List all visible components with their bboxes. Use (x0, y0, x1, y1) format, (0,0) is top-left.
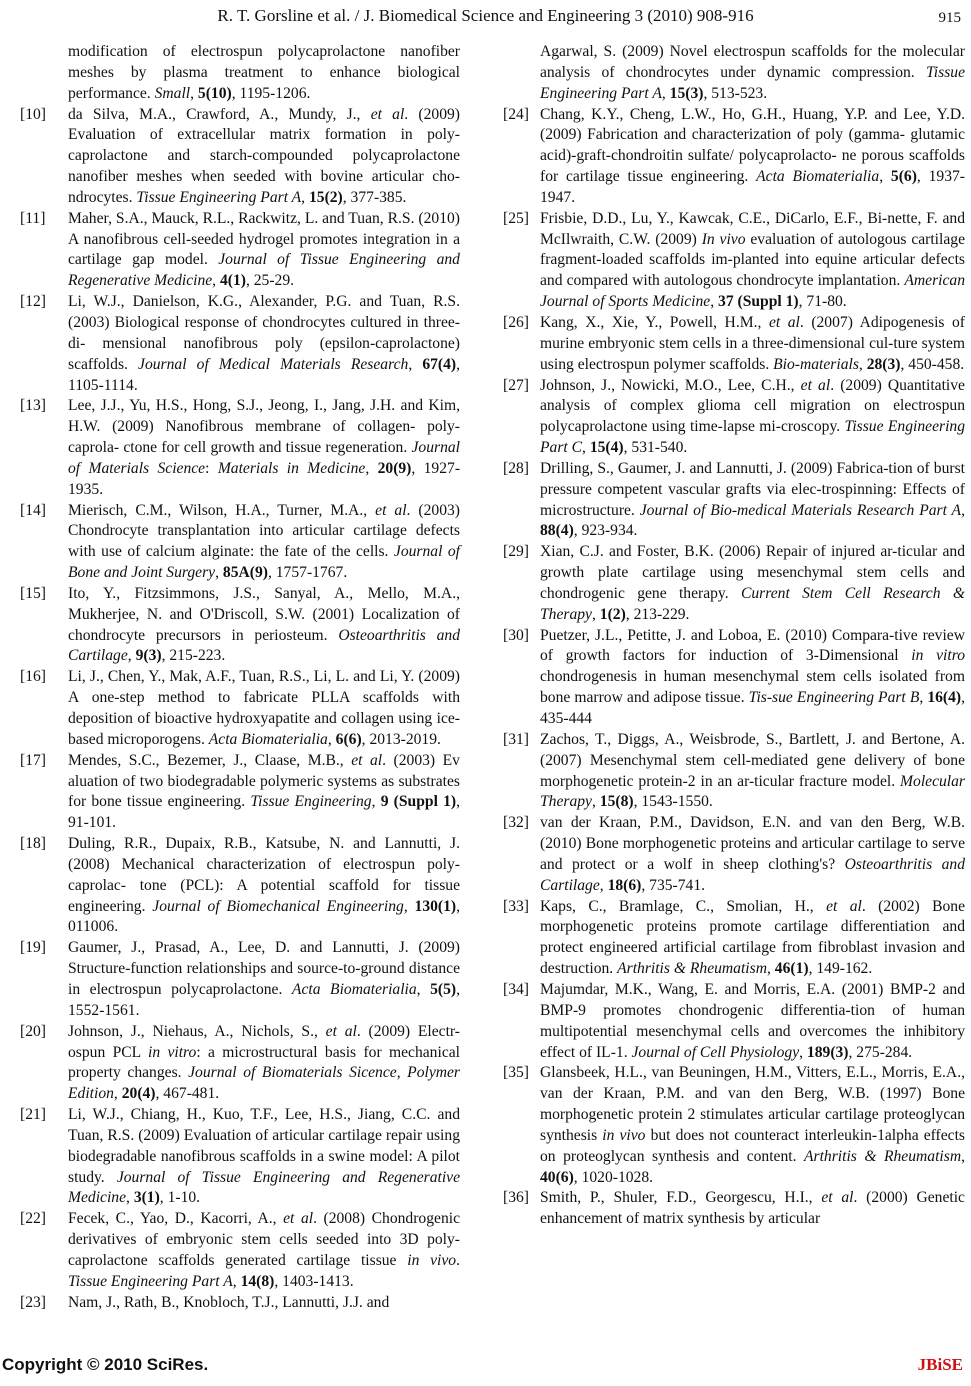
reference-text: Frisbie, D.D., Lu, Y., Kawcak, C.E., DiCarlo, E.F., Bi-nette, F. and McIlwraith, C.W. (2009) (540, 209, 965, 248)
reference-number: [12] (20, 293, 46, 311)
reference-text: Duling, R.R., Dupaix, R.B., Katsube, N. and Lannutti, J. (2008) Mechanical characterization of electrospun poly-caprolac- tone (PCL): A potential scaffold for tissue engineering. (68, 835, 460, 915)
reference-text: Johnson, J., Niehaus, A., Nichols, S., (68, 1022, 326, 1040)
italic-text: Acta Biomaterialia (291, 980, 417, 998)
reference-number: [16] (20, 668, 46, 686)
reference-text: Chang, K.Y., Cheng, L.W., Ho, G.H., Huang, Y.P. and Lee, Y.D. (2009) Fabrication and characterization of poly (gamma- glutamic acid)-graft-chondroitin sulfate/ polycaprolacto- ne porous scaffolds for cartilage tissue engineering. (540, 105, 965, 186)
reference-text: , 1105-1114. (68, 355, 461, 394)
bold-text: 5(5) (430, 980, 457, 998)
reference-text: , (327, 730, 336, 748)
reference-text: , (961, 501, 965, 519)
reference-text: , (403, 897, 415, 915)
reference-text: , 467-481. (155, 1085, 220, 1103)
reference-text: Gaumer, J., Prasad, A., Lee, D. and Lannutti, J. (2009) Structure-function relationships and source-to-ground distance in electrospun polycaprolactone. (68, 939, 460, 998)
bold-text: 46(1) (774, 960, 809, 978)
italic-text: et al (375, 501, 407, 519)
italic-text: Journal of Medical Materials Research (138, 355, 409, 373)
reference-text: , (919, 689, 928, 707)
bold-text: 15(4) (589, 439, 624, 457)
reference-text: , 149-162. (808, 960, 873, 978)
reference-text: Drilling, S., Gaumer, J. and Lannutti, J. (2009) Fabrica-tion of burst pressure competent vascular grafts via elec-trospinning: Effects of microstructure. (540, 459, 965, 519)
reference-text: , 923-934. (573, 522, 638, 540)
reference-text: , (961, 1147, 965, 1165)
reference-item (503, 105, 965, 209)
reference-item (20, 751, 460, 834)
bold-text: 40(6) (540, 1168, 574, 1186)
reference-number: [27] (503, 376, 529, 394)
reference-text: : a microstructural basis for mechanical property changes. (68, 1043, 460, 1082)
reference-text: . (2003) Ev aluation of two biodegradable polymeric systems as substrates for bone tissue engineering. (68, 751, 460, 811)
italic-text: Tissue Engineering Part A, (68, 1272, 237, 1290)
italic-text: et al (370, 105, 405, 123)
reference-text: , 213-229. (625, 605, 690, 623)
italic-text: Tissue Engineering (250, 793, 372, 811)
reference-number: [21] (20, 1106, 46, 1124)
reference-list (503, 105, 965, 1231)
reference-text: , (591, 793, 600, 811)
italic-text: in vitro (911, 647, 966, 665)
reference-item (503, 459, 965, 542)
reference-item (503, 376, 965, 459)
reference-text: , 275-284. (848, 1043, 913, 1061)
reference-text: , (799, 1043, 807, 1061)
reference-number: [13] (20, 397, 46, 415)
journal-abbreviation: JBiSE (917, 1355, 963, 1374)
reference-item (503, 897, 965, 980)
reference-text: Ito, Y., Fitzsimmons, J.S., Sanyal, A., Mello, M.A., Mukherjee, N. and O'Driscoll, S.W. (2001) Localization of chondrocyte precursors in periosteum. (68, 584, 460, 644)
reference-item (503, 980, 965, 1063)
reference-text: , 1937-1947. (540, 168, 965, 206)
reference-text: Li, J., Chen, Y., Mak, A.F., Tuan, R.S., Li, L. and Li, Y. (2009) A one-step method to fabricate PLLA scaffolds with deposition of bioactive hydroxyapatite and collagen using ice- based microporogens. (68, 668, 460, 748)
italic-text: Osteoarthritis and Cartilage (68, 626, 460, 665)
reference-item (503, 1188, 965, 1230)
reference-text: , (661, 84, 670, 102)
reference-item (20, 584, 460, 667)
reference-text: . (2009) Quantitative analysis of complex glioma cell migration on electrospun polycaprolactone using time-lapse mi-croscopy. (540, 376, 965, 436)
italic-text: Tissue Engineering Part A (540, 63, 965, 102)
reference-text: , (879, 168, 891, 186)
reference-text: Smith, P., Shuler, F.D., Georgescu, H.I., (540, 1189, 822, 1207)
reference-item (20, 209, 460, 292)
reference-text: , (416, 980, 431, 998)
reference-text: Li, W.J., Danielson, K.G., Alexander, P.G. and Tuan, R.S. (2003) Biological response of chondrocytes cultured in three-di- mensional nanofibrous poly (epsilon-caprolactone) scaffolds. (68, 293, 460, 373)
reference-number: [19] (20, 939, 46, 957)
bold-text: 4(1) (219, 272, 246, 290)
reference-text: Maher, S.A., Mauck, R.L., Rackwitz, L. and Tuan, R.S. (2010) A nanofibrous cell-seeded hydrogel promotes integration in a cartilage gap model. (68, 209, 460, 269)
reference-number: [23] (20, 1293, 46, 1311)
reference-text: , 1-10. (159, 1189, 201, 1207)
reference-text: van der Kraan, P.M., Davidson, E.N. and van den Berg, W.B. (2010) Bone morphogenetic proteins and articular cartilage to serve and protect or a wolf in sheep clothing's? (540, 814, 965, 873)
reference-number: [35] (503, 1064, 529, 1082)
reference-text: , 1543-1550. (633, 793, 713, 811)
italic-text: Journal of Bone and Joint Surgery (68, 543, 460, 582)
italic-text: Journal of Biomaterials Sicence, Polymer Edition (68, 1064, 460, 1103)
reference-text: , 1403-1413. (274, 1272, 354, 1290)
reference-text: Agarwal, S. (2009) Novel electrospun scaffolds for the molecular analysis of chondrocytes under dynamic compression. (540, 43, 965, 81)
right-column (503, 42, 965, 1230)
reference-number: [20] (20, 1022, 46, 1040)
bold-text: 6(6) (335, 730, 362, 748)
italic-text: et al (351, 751, 383, 769)
reference-continuation (20, 42, 460, 105)
reference-text: , 011006. (68, 897, 461, 936)
bold-text: 14(8) (240, 1272, 275, 1290)
reference-text: Kang, X., Xie, Y., Powell, H.M., (540, 313, 769, 331)
italic-text: Acta Biomaterialia (208, 730, 328, 748)
reference-item (503, 209, 965, 313)
reference-text: , (190, 84, 198, 102)
italic-text: in vivo (407, 1251, 457, 1269)
reference-number: [32] (503, 814, 529, 832)
italic-text: Small (154, 84, 191, 102)
italic-text: Osteoarthritis and Cartilage (540, 855, 965, 894)
bold-text: 189(3) (806, 1043, 849, 1061)
italic-text: Tissue Engineering Part A (136, 188, 302, 206)
reference-item (20, 292, 460, 396)
bold-text: 5(10) (197, 84, 232, 102)
reference-text: , 91-101. (68, 793, 460, 832)
reference-number: [30] (503, 626, 529, 644)
reference-number: [24] (503, 105, 529, 123)
reference-text: , (212, 272, 220, 290)
bold-text: 37 (Suppl 1) (718, 293, 799, 311)
reference-text: , 735-741. (641, 876, 706, 894)
bold-text: 1(2) (599, 605, 626, 623)
reference-text: , 1552-1561. (68, 980, 461, 1019)
reference-item (20, 501, 460, 584)
italic-text: Journal of Tissue Engineering and Regenerative Medicine (68, 1168, 460, 1207)
reference-text: Mendes, S.C., Bezemer, J., Claase, M.B., (68, 751, 352, 769)
italic-text: Journal of Tissue Engineering and Regenerative Medicine (68, 251, 460, 290)
reference-continuation (503, 42, 965, 105)
copyright-notice: Copyright © 2010 SciRes. (2, 1355, 209, 1374)
italic-text: et al (800, 376, 831, 394)
reference-number: [10] (20, 105, 46, 123)
reference-item (503, 313, 965, 376)
reference-text: Glansbeek, H.L., van Beuningen, H.M., Vitters, E.L., Morris, E.A., van der Kraan, P.M. and van den Berg, W.B. (1997) Bone morphogenetic protein 2 stimulates articular cartilage proteoglycan synthesis (540, 1064, 965, 1144)
reference-number: [11] (20, 209, 46, 227)
reference-text: modification of electrospun polycaprolactone nanofiber meshes by plasma treatment to enhance biological performance. (68, 43, 460, 102)
bold-text: 5(6) (890, 168, 917, 186)
bold-text: 20(4) (121, 1085, 156, 1103)
reference-text: , (301, 188, 309, 206)
reference-item (503, 813, 965, 896)
bold-text: 16(4) (927, 689, 962, 707)
reference-text: , (408, 355, 423, 373)
reference-number: [18] (20, 835, 46, 853)
reference-text: , 377-385. (342, 188, 407, 206)
page-header (0, 4, 971, 34)
reference-text: Majumdar, M.K., Wang, E. and Morris, E.A. (2001) BMP-2 and BMP-9 promotes chondrogenic differentia-tion of human multipotential mesenchymal cells and overcomes the inhibitory effect of IL-1. (540, 980, 965, 1061)
bold-text: 67(4) (422, 355, 457, 373)
italic-text: et al (826, 897, 862, 915)
reference-number: [25] (503, 209, 529, 227)
reference-text: . (2009) Electr-ospun PCL (68, 1022, 460, 1061)
reference-text: , 1757-1767. (267, 564, 348, 582)
reference-text: , 25-29. (245, 272, 295, 290)
italic-text: et al (821, 1189, 854, 1207)
left-column (20, 42, 460, 1313)
reference-text: , (766, 960, 775, 978)
reference-text: , (215, 564, 223, 582)
reference-number: [34] (503, 980, 529, 998)
reference-number: [33] (503, 897, 529, 915)
bold-text: 88(4) (540, 522, 574, 540)
reference-text: , 1020-1028. (573, 1168, 654, 1186)
bold-text: 9 (Suppl 1) (380, 793, 457, 811)
reference-text: Xian, C.J. and Foster, B.K. (2006) Repair of injured ar-ticular and growth plate cartilage using mesenchymal stem cells and chondrogenic gene therapy. (540, 543, 965, 602)
reference-list (20, 105, 460, 1314)
reference-text: . (2008) Chondrogenic derivatives of embryonic stem cells seeded into 3D poly- caprolactone scaffolds generated cartilage tissue (68, 1210, 460, 1269)
reference-item (503, 730, 965, 813)
italic-text: Molecular Therapy (540, 772, 965, 811)
reference-text: Zachos, T., Diggs, A., Weisbrode, S., Bartlett, J. and Bertone, A. (2007) Mesenchymal stem cell-mediated gene delivery of bone morphogenetic protein-2 in an ar-ticular fracture model. (540, 730, 965, 790)
reference-item (20, 1105, 460, 1209)
reference-text: , 435-444 (540, 689, 965, 727)
italic-text: Journal of Biomechanical Engineering (152, 897, 404, 915)
reference-text: Mierisch, C.M., Wilson, H.A., Turner, M.A., (68, 501, 376, 519)
reference-item (503, 1063, 965, 1188)
reference-text: Fecek, C., Yao, D., Kacorri, A., (68, 1210, 284, 1228)
reference-number: [17] (20, 751, 46, 769)
italic-text: et al (283, 1210, 314, 1228)
italic-text: Journal of Cell Physiology (631, 1043, 800, 1061)
reference-text: chondrogenesis in human mesenchymal stem cells isolated from bone marrow and adipose tissue. (540, 668, 965, 707)
italic-text: Materials in Medicine (217, 459, 366, 477)
reference-text: da Silva, M.A., Crawford, A., Mundy, J., (68, 105, 371, 123)
reference-item (20, 1209, 460, 1292)
italic-text: et al (325, 1022, 357, 1040)
reference-text: , 1195-1206. (231, 84, 311, 102)
reference-text: Johnson, J., Nowicki, M.O., Lee, C.H., (540, 376, 801, 394)
reference-text: : (205, 459, 218, 477)
reference-item (20, 938, 460, 1021)
reference-number: [26] (503, 313, 529, 331)
italic-text: Bio-materials (773, 355, 859, 373)
reference-number: [29] (503, 543, 529, 561)
reference-text: , (126, 1189, 134, 1207)
reference-number: [28] (503, 459, 529, 477)
reference-text: , (113, 1085, 122, 1103)
running-title: R. T. Gorsline et al. / J. Biomedical Science and Engineering 3 (2010) 908-916 (217, 6, 754, 25)
reference-text: , (599, 876, 608, 894)
reference-item (503, 626, 965, 730)
reference-number: [36] (503, 1189, 529, 1207)
reference-text: Kaps, C., Bramlage, C., Smolian, H., (540, 897, 827, 915)
page-number: 915 (938, 10, 961, 26)
bold-text: 28(3) (866, 355, 901, 373)
reference-text: , 71-80. (798, 293, 847, 311)
reference-text: . (2002) Bone morphogenetic proteins promote cartilage differentiation and protect engineered artificial cartilage from fibroblast invasion and destruction. (540, 897, 965, 978)
reference-text: . (2009) Evaluation of extracellular matrix formation in poly-caprolactone and starch-compounded polycaprolactone nanofiber meshes when seeded with bovine articular cho-ndrocytes. (68, 105, 460, 206)
italic-text: Journal of Materials Science (68, 439, 460, 477)
bold-text: 20(9) (377, 459, 412, 477)
italic-text: In vivo (701, 230, 746, 248)
reference-text: , (858, 355, 867, 373)
bold-text: 3(1) (133, 1189, 160, 1207)
bold-text: 15(3) (669, 84, 704, 102)
italic-text: in vitro (147, 1043, 197, 1061)
italic-text: et al (768, 313, 800, 331)
reference-text: , 2013-2019. (361, 730, 441, 748)
italic-text: Tissue Engineering Part C (540, 418, 965, 457)
reference-text: Li, W.J., Chiang, H., Kuo, T.F., Lee, H.S., Jiang, C.C. and Tuan, R.S. (2009) Evaluation of articular cartilage repair using biodegradable nanofibrous scaffolds in a swine model: A pilot study. (68, 1106, 460, 1186)
italic-text: American Journal of Sports Medicine (540, 272, 965, 311)
italic-text: Arthritis & Rheumatism (804, 1147, 962, 1165)
reference-item (20, 1293, 460, 1314)
bold-text: 15(2) (308, 188, 343, 206)
bold-text: 15(8) (599, 793, 634, 811)
reference-number: [14] (20, 501, 46, 519)
reference-number: [15] (20, 584, 46, 602)
italic-text: Tis-sue Engineering Part B (748, 689, 920, 707)
bold-text: 130(1) (414, 897, 457, 915)
reference-item (20, 396, 460, 500)
bold-text: 18(6) (607, 876, 642, 894)
reference-item (20, 1022, 460, 1105)
reference-text: , 450-458. (900, 355, 965, 373)
reference-text: Puetzer, J.L., Petitte, J. and Loboa, E. (2010) Compara-tive review of growth factors for induction of 3-Dimensional (540, 626, 965, 665)
reference-text: , (591, 605, 600, 623)
italic-text: Acta Biomaterialia (756, 168, 880, 186)
reference-text: Nam, J., Rath, B., Knobloch, T.J., Lannutti, J.J. and (68, 1293, 390, 1311)
reference-text: , (365, 459, 378, 477)
reference-text: but does not counteract interleukin-1alpha effects on proteoglycan synthesis and content. (540, 1126, 965, 1165)
reference-text: , 215-223. (161, 647, 226, 665)
reference-text: , 513-523. (703, 84, 768, 102)
reference-text: , 1927-1935. (68, 459, 461, 498)
italic-text: Current Stem Cell Research & Therapy (540, 584, 965, 623)
reference-item (503, 542, 965, 625)
reference-item (20, 667, 460, 750)
reference-text: , 531-540. (623, 439, 688, 457)
reference-text: Lee, J.J., Yu, H.S., Hong, S.J., Jeong, I., Jang, J.H. and Kim, H.W. (2009) Nanofibrous membrane of collagen- poly-caprola- ctone for cell growth and tissue regeneration. (68, 397, 460, 457)
reference-text: . (2003) Chondrocyte transplantation into articular cartilage defects with use of calcium alginate: the fate of the cells. (68, 501, 460, 561)
reference-number: [31] (503, 730, 529, 748)
reference-item (20, 105, 460, 209)
italic-text: in vivo (602, 1126, 646, 1144)
reference-item (20, 834, 460, 938)
reference-text: , (710, 293, 719, 311)
italic-text: Journal of Bio-medical Materials Research Part A (639, 501, 962, 519)
reference-text: evaluation of autologous cartilage fragment-loaded scaffolds im-planted into equine articular defects and compared with autologous chondrocyte implantation. (540, 230, 965, 290)
bold-text: 85A(9) (222, 564, 268, 582)
reference-text: , (371, 793, 381, 811)
bold-text: 9(3) (135, 647, 162, 665)
reference-number: [22] (20, 1210, 46, 1228)
reference-text: . (2000) Genetic enhancement of matrix synthesis by articular (540, 1189, 965, 1228)
reference-text: , (582, 439, 590, 457)
italic-text: Arthritis & Rheumatism (617, 960, 767, 978)
reference-text: . (2007) Adipogenesis of murine embryonic stem cells in a three-dimensional cul-ture system using electrospun polymer scaffolds. (540, 313, 966, 373)
reference-text: , (127, 647, 136, 665)
reference-text: . (456, 1251, 460, 1269)
